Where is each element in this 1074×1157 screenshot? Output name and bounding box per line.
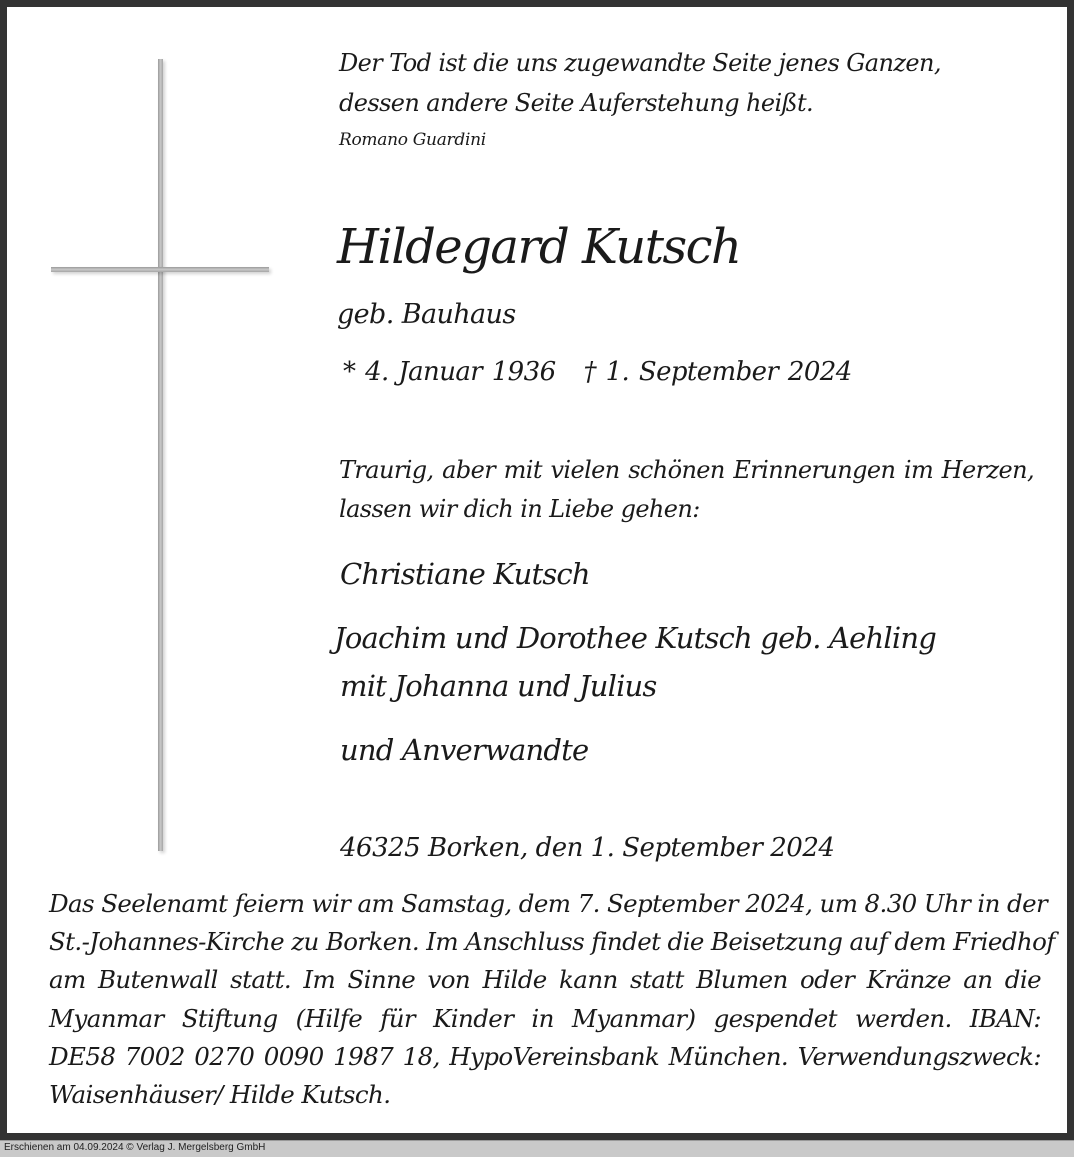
notice-line-6: Waisenhäuser/ Hilde Kutsch. — [49, 1080, 391, 1110]
quote-line-2: dessen andere Seite Auferstehung heißt. — [339, 89, 814, 117]
cross-horizontal-beam — [51, 267, 269, 272]
deceased-name: Hildegard Kutsch — [337, 219, 741, 275]
mourner-1: Christiane Kutsch — [340, 557, 590, 591]
notice-line-1: Das Seelenamt feiern wir am Samstag, dem 7. September 2024, um 8.30 Uhr in der — [49, 889, 1048, 918]
quote-author: Romano Guardini — [339, 130, 486, 150]
publication-footer — [0, 1140, 1074, 1157]
birth-date: * 4. Januar 1936 — [343, 357, 556, 387]
mourner-3: und Anverwandte — [340, 733, 589, 767]
notice-line-4: Myanmar Stiftung (Hilfe für Kinder in Myanmar) gespendet werden. IBAN: — [49, 1003, 1041, 1033]
mourner-2: Joachim und Dorothee Kutsch geb. Aehling — [334, 621, 937, 655]
notice-line-2: St.-Johannes-Kirche zu Borken. Im Anschluss findet die Beisetzung auf dem Friedhof — [49, 927, 1055, 957]
place-and-date: 46325 Borken, den 1. September 2024 — [340, 833, 835, 863]
deceased-maiden-name: geb. Bauhaus — [337, 299, 516, 330]
funeral-notice — [49, 885, 1055, 1114]
life-dates — [343, 357, 852, 387]
quote-line-1: Der Tod ist die uns zugewandte Seite jenes Ganzen, — [339, 49, 941, 77]
notice-line-3: am Butenwall statt. Im Sinne von Hilde kann statt Blumen oder Kränze an die — [49, 965, 1041, 995]
intro-line-1: Traurig, aber mit vielen schönen Erinnerungen im Herzen, — [339, 456, 1034, 484]
publication-credit: Erschienen am 04.09.2024 © Verlag J. Mergelsberg GmbH — [4, 1142, 266, 1153]
mourner-2-children: mit Johanna und Julius — [340, 669, 657, 703]
death-date: † 1. September 2024 — [583, 357, 852, 387]
notice-line-5: DE58 7002 0270 0090 1987 18, HypoVereinsbank München. Verwendungszweck: — [49, 1041, 1041, 1071]
intro-line-2: lassen wir dich in Liebe gehen: — [339, 495, 700, 523]
cross-vertical-beam — [158, 59, 163, 851]
